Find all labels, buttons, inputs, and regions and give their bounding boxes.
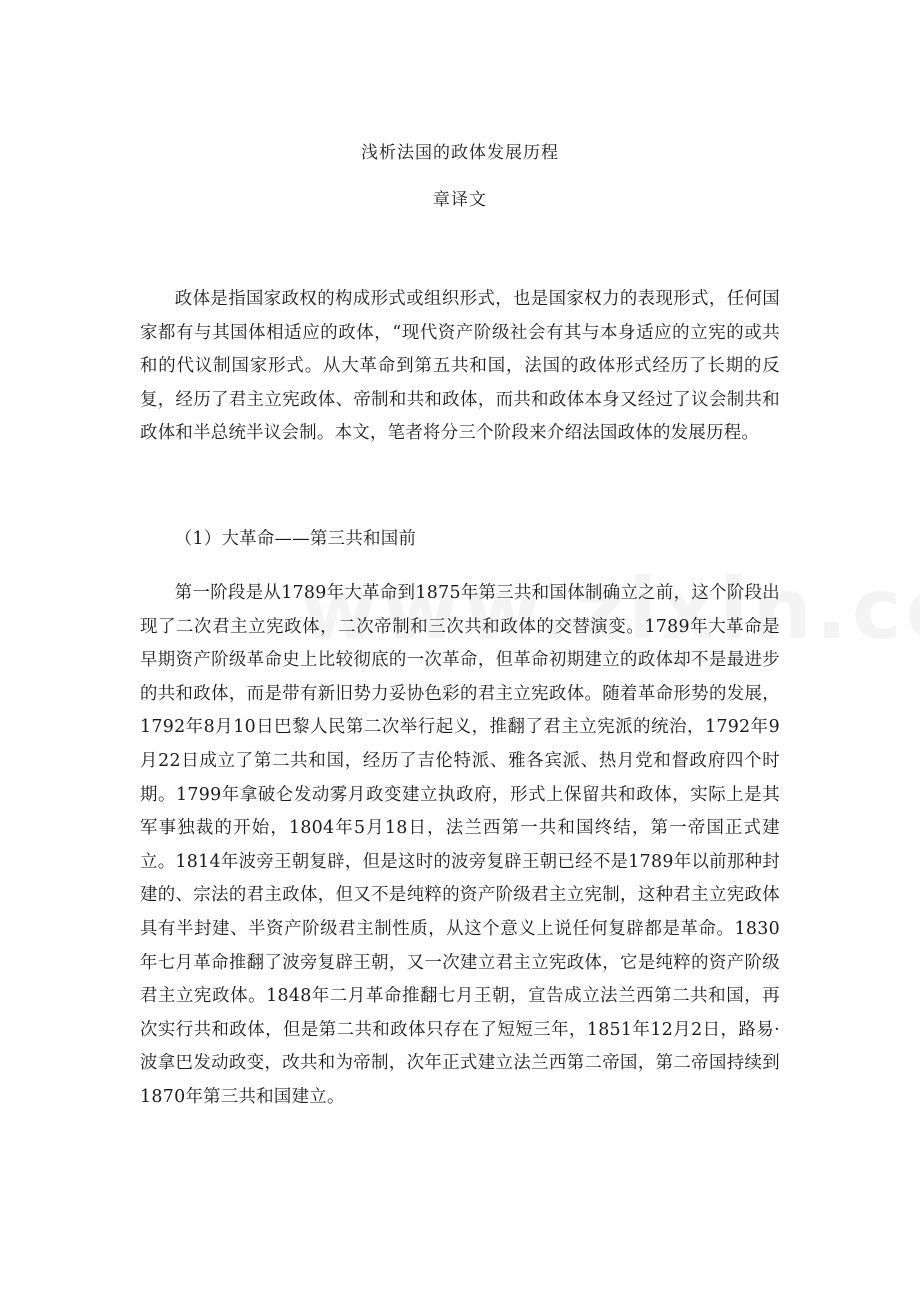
- document-author: 章译文: [433, 190, 487, 210]
- section-heading-block: [140, 523, 780, 557]
- intro-paragraph-block: [140, 283, 780, 451]
- section-heading-1: （1）大革命——第三共和国前: [174, 529, 417, 549]
- stage1-paragraph: 第一阶段是从1789年大革命到1875年第三共和国体制确立之前，这个阶段出现了二次君主立宪政体，二次帝制和三次共和政体的交替演变。1789年大革命是早期资产阶级革命史上比较彻底的一次革命，但革命初期建立的政体却不是最进步的共和政体，而是带有新旧势力妥协色彩的君主立宪政体。随着革命形势的发展，1792年8月10日巴黎人民第二次举行起义，推翻了君主立宪派的统治，1792年9月22日成立了第二共和国，经历了吉伦特派、雅各宾派、热月党和督政府四个时期。1799年拿破仑发动雾月政变建立执政府，形式上保留共和政体，实际上是其军事独裁的开始，1804年5月18日，法兰西第一共和国终结，第一帝国正式建立。1814年波旁王朝复辟，但是这时的波旁复辟王朝已经不是1789年以前那种封建的、宗法的君主政体，但又不是纯粹的资产阶级君主立宪制，这种君主立宪政体具有半封建、半资产阶级君主制性质，从这个意义上说任何复辟都是革命。1830年七月革命推翻了波旁复辟王朝，又一次建立君主立宪政体，它是纯粹的资产阶级君主立宪政体。1848年二月革命推翻七月王朝，宣告成立法兰西第二共和国，再次实行共和政体，但是第二共和政体只存在了短短三年，1851年12月2日，路易·波拿巴发动政变，改共和为帝制，次年正式建立法兰西第二帝国，第二帝国持续到1870年第三共和国建立。: [140, 583, 780, 1107]
- intro-paragraph: 政体是指国家政权的构成形式或组织形式，也是国家权力的表现形式，任何国家都有与其国体相适应的政体，“现代资产阶级社会有其与本身适应的立宪的或共和的代议制国家形式。从大革命到第五共和国，法国的政体形式经历了长期的反复，经历了君主立宪政体、帝制和共和政体，而共和政体本身又经过了议会制共和政体和半总统半议会制。本文，笔者将分三个阶段来介绍法国政体的发展历程。: [140, 289, 780, 444]
- stage1-paragraph-block: [140, 577, 780, 1115]
- document-title: 浅析法国的政体发展历程: [361, 143, 559, 163]
